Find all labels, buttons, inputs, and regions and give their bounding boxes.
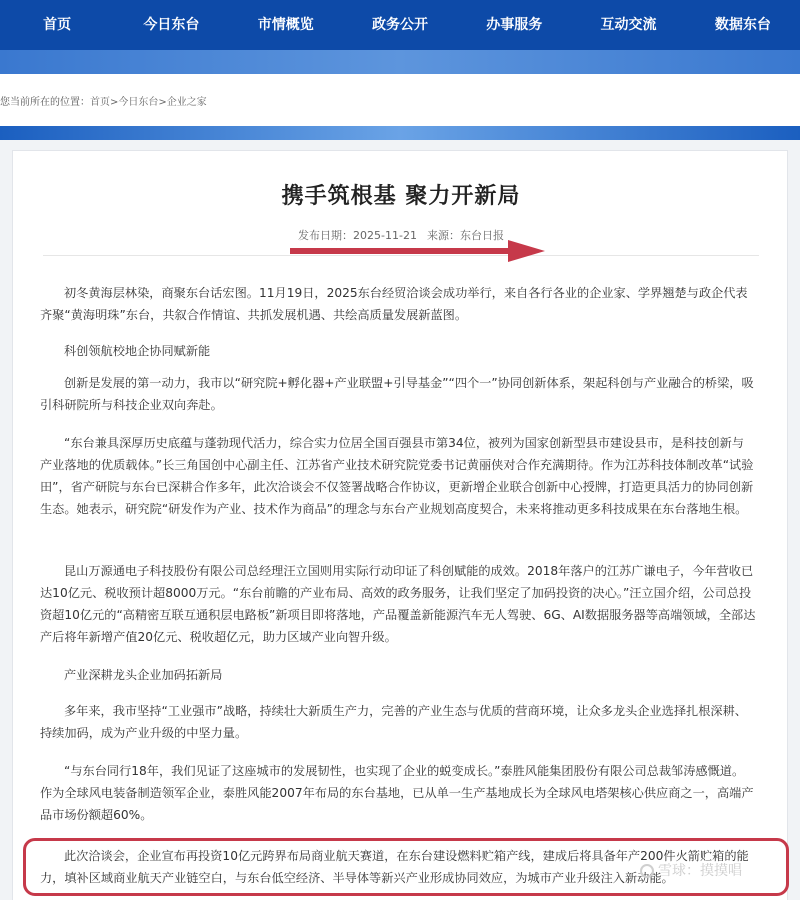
header-rule [0,126,800,140]
section-heading-2: 产业深耕龙头企业加码拓新局 [64,668,223,682]
banner-strip [0,50,800,74]
article-title: 携手筑根基 聚力开新局 [281,184,521,209]
section-heading-1: 科创领航校地企协同赋新能 [64,344,211,358]
nav-data-dongtai[interactable]: 数据东台 [714,17,771,33]
nav-home[interactable]: 首页 [43,17,72,33]
nav-services[interactable]: 办事服务 [486,17,543,33]
breadcrumb-path[interactable]: 首页>今日东台>企业之家 [90,97,207,108]
main-nav [0,0,800,50]
date-label: 发布日期： [298,229,354,242]
paragraph-3: “东台兼具深厚历史底蕴与蓬勃现代活力，综合实力位居全国百强县市第34位，被列为国家创新型县市建设县市，是科技创新与产业落地的优质载体。”长三角国创中心副主任、江苏省产业技术研究院党委书记黄丽侠对合作充满期待。作为江苏科技体制改革“试验田”，省产研院与东台已深耕合作多年，此次洽谈会不仅签署战略合作协议，更新增企业联合创新中心授牌，打造更具活力的协同创新生态。她表示，研究院“研发作为产业、技术作为商品”的理念与东台产业规划高度契合，未来将推动更多科技成果在东台落地生根。 [40,436,754,516]
nav-city-overview[interactable]: 市情概览 [257,17,314,33]
breadcrumb-prefix: 您当前所在的位置： [0,97,90,108]
source-label: 来源： [426,229,460,242]
nav-government-affairs[interactable]: 政务公开 [371,17,428,33]
publish-date: 2025-11-21 [353,229,417,242]
paragraph-4: 昆山万源通电子科技股份有限公司总经理汪立国则用实际行动印证了科创赋能的成效。2018年落户的江苏广谦电子，今年营收已达10亿元、税收预计超8000万元。“东台前瞻的产业布局、高效的政务服务，让我们坚定了加码投资的决心。”汪立国介绍，公司总投资超10亿元的“高精密互联互通积层电路板”新项目即将落地，产品覆盖新能源汽车无人驾驶、6G、AI数据服务器等高端领域，全部达产后将年新增产值20亿元、税收超亿元，助力区域产业向智升级。 [40,564,756,644]
breadcrumb [0,74,800,126]
watermark-text: 雪球：摸摸唱 [658,863,742,879]
annotation-arrow-icon [290,240,545,262]
snowball-logo-icon [640,864,654,878]
watermark [640,860,742,880]
nav-today-dongtai[interactable]: 今日东台 [143,17,200,33]
paragraph-8: 此次洽谈会，企业宣布再投资10亿元跨界布局商业航天赛道，在东台建设燃料贮箱产线，建成后将具备年产200件火箭贮箱的能力，填补区域商业航天产业链空白，与东台低空经济、半导体等新兴产业形成协同效应，为城市产业升级注入新动能。 [40,849,749,885]
source-name: 东台日报 [459,229,504,242]
nav-interaction[interactable]: 互动交流 [600,17,657,33]
paragraph-2: 创新是发展的第一动力，我市以“研究院+孵化器+产业联盟+引导基金”“四个一”协同创新体系，架起科创与产业融合的桥梁，吸引科研院所与科技企业双向奔赴。 [40,376,754,412]
paragraph-intro: 初冬黄海层林染，商聚东台话宏图。11月19日，2025东台经贸洽谈会成功举行，来自各行各业的企业家、学界翘楚与政企代表齐聚“黄海明珠”东台，共叙合作情谊、共抓发展机遇、共绘高质量发展新蓝图。 [40,286,748,322]
paragraph-7: “与东台同行18年，我们见证了这座城市的发展韧性，也实现了企业的蜕变成长。”泰胜风能集团股份有限公司总裁邹涛感慨道。作为全球风电装备制造领军企业，泰胜风能2007年布局的东台基地，已从单一生产基地成长为全球风电塔架核心供应商之一，高端产品市场份额超60%。 [40,764,754,822]
paragraph-6: 多年来，我市坚持“工业强市”战略，持续壮大新质生产力，完善的产业生态与优质的营商环境，让众多龙头企业选择扎根深耕、持续加码，成为产业升级的中坚力量。 [40,704,747,740]
